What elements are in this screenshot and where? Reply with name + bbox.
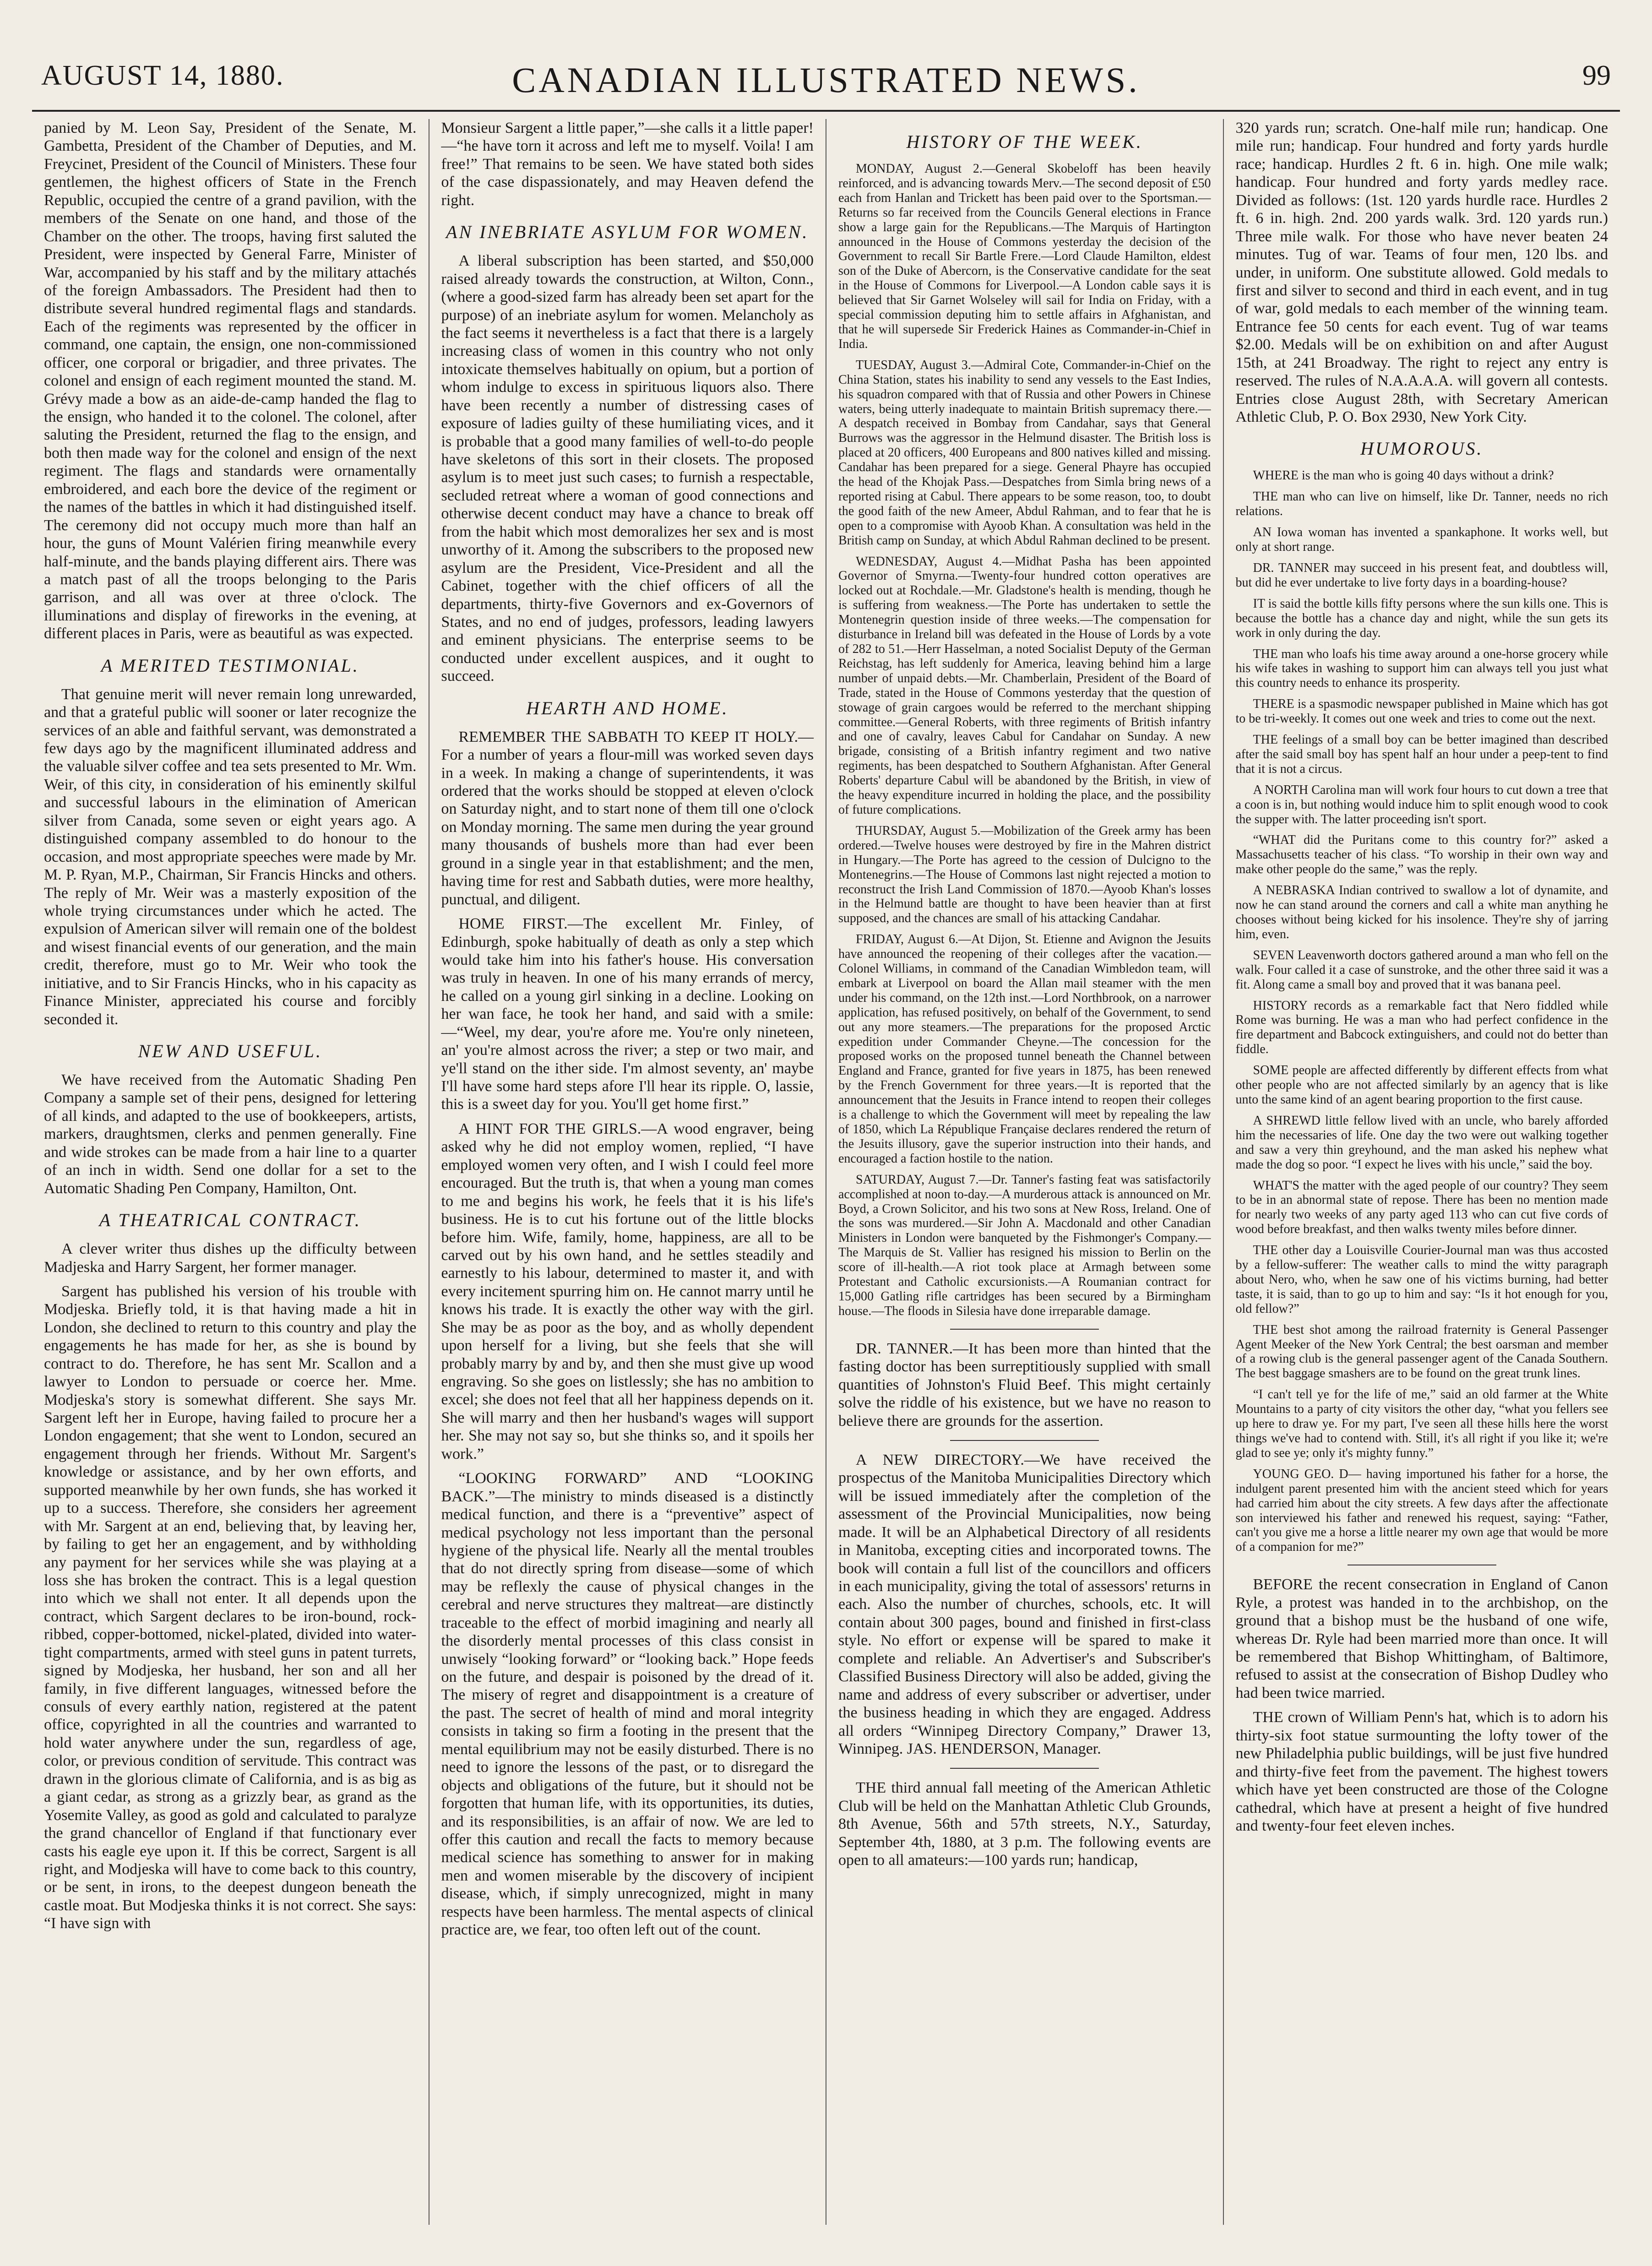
issue-date: AUGUST 14, 1880. [41,60,284,91]
paragraph: WHERE is the man who is going 40 days without a drink? [1253,468,1554,483]
page-number: 99 [1582,60,1611,91]
paragraph: WHAT'S the matter with the aged people of our country? They seem to be in an abnormal state of repose. There has been no mention made for nearly two weeks of any party aged 113 who can cut five cords of wood before breakfast, and then walks twenty miles before dinner. [1235,1178,1608,1237]
paragraph: panied by M. Leon Say, President of the Senate, M. Gambetta, President of the Chamber of Deputies, and M. Freycinet, President of the Council of Ministers. These four gentlemen, the highest officers of State in the French Republic, occupied the centre of a grand pavilion, with the members of the Senate on one hand, and those of the Chamber on the other. The troops, having first saluted the President, were inspected by General Farre, Minister of War, accompanied by his staff and by the military attachés of the foreign Ambassadors. The President had then to distribute several hundred regimental flags and standards. Each of the regiments was represented by the officer in command, one captain, the ensign, one non-commissioned officer, one corporal or brigadier, and three privates. The colonel and ensign of each regiment mounted the stand. M. Grévy made a bow as an aide-de-camp handed the flag to the ensign, who handed it to the colonel. The colonel, after saluting the President, returned the flag to the ensign, and both then made way for the colonel and ensign of the next regiment. The flags and standards were ornamentally embroidered, and each bore the device of the regiment or the names of the battles in which it had distinguished itself. The ceremony did not occupy much more than half an hour, the guns of Mount Valérien firing meanwhile every half-minute, and the bands playing different airs. There was a match past of all the troops belonging to the Paris garrison, and all was over at three o'clock. The illuminations and display of fireworks in the evening, at different places in Paris, were as beautiful as was expected. [44,120,417,642]
paragraph: FRIDAY, August 6.—At Dijon, St. Etienne and Avignon the Jesuits have announced the reopening of their colleges after the vacation.—Colonel Williams, in command of the Canadian Wimbledon team, will embark at Liverpool on board the Allan mail steamer with the men under his command, on the 12th inst.—Lord Northbrook, on a narrower application, has refused positively, on behalf of the Government, to send out any more steamers.—The preparations for the proposed Arctic expedition under Commander Cheyne.—The concession for the proposed works on the proposed tunnel beneath the Channel between England and France, granted for five years in 1875, has been renewed by the French Government for three years.—It is reported that the announcement that the Jesuits in France intend to reopen their colleges is a challenge to which the Government will meet by repealing the law of 1850, which La République Française declares rendered the return of the Jesuits illusory, gave the superior instruction into their hands, and encouraged a faction hostile to the nation. [838,932,1211,1166]
paragraph: HISTORY records as a remarkable fact that Nero fiddled while Rome was burning. He was a man who had perfect confidence in the fire department and Babcock extinguishers, and could not do better than fiddle. [1235,998,1608,1057]
publication-title: CANADIAN ILLUSTRATED NEWS. [512,60,1140,100]
paragraph: A SHREWD little fellow lived with an uncle, who barely afforded him the necessaries of life. One day the two were out walking together and saw a very thin greyhound, and the man asked his nephew what made the dog so poor. “I expect he lives with his uncle,” said the boy. [1235,1113,1608,1172]
paragraph: DR. TANNER may succeed in his present feat, and doubtless will, but did he ever undertake to live forty days in a boarding-house? [1235,560,1608,590]
section-heading: NEW AND USEFUL. [138,1041,323,1061]
section-heading: HUMOROUS. [1360,438,1484,459]
paragraph: SOME people are affected differently by different effects from what other people who are not affected similarly by an agency that is like unto the same kind of an agent bearing proportion to the first cause. [1235,1063,1608,1107]
paragraph: THE crown of William Penn's hat, which is to adorn his thirty-six foot statue surmounting the lofty tower of the new Philadelphia public buildings, will be just five hundred and thirty-five feet from the pavement. The highest towers which have yet been constructed are those of the Cologne cathedral, which have at present a height of five hundred and twenty-four feet eleven inches. [1235,1709,1608,1834]
column-1 [32,119,429,2225]
paragraph: 320 yards run; scratch. One-half mile run; handicap. One mile run; handicap. Four hundred and forty yards hurdle race; handicap. Hurdles 2 ft. 6 in. high. One mile walk; handicap. Four hundred and forty yards medley race. Divided as follows: (1st. 120 yards hurdle race. Hurdles 2 ft. 6 in. high. 2nd. 200 yards walk. 3rd. 120 yards run.) Three mile walk. For those who have never beaten 24 minutes. Tug of war. Teams of four men, 120 lbs. and under, in uniform. One substitute allowed. Gold medals to first and silver to second and third in each event, and in tug of war, gold medals to each member of the winning team. Entrance fee 50 cents for each event. Tug of war teams $2.00. Medals will be on exhibition on and after August 15th, at 241 Broadway. The right to reject any entry is reserved. The rules of N.A.A.A.A. will govern all contests. Entries close August 28th, with Secretary American Athletic Club, P. O. Box 2930, New York City. [1235,120,1608,425]
paragraph: A NEBRASKA Indian contrived to swallow a lot of dynamite, and now he can stand around the corners and call a white man anything he chooses without being kicked for his insolence. They're shy of jarring him, even. [1235,883,1608,941]
paragraph: A NEW DIRECTORY.—We have received the prospectus of the Manitoba Municipalities Directory which will be issued immediately after the completion of the assessment of the Provincial Municipalities, now being made. It will be an Alphabetical Directory of all residents in Manitoba, excepting cities and incorporated towns. The book will contain a full list of the councillors and officers in each municipality, giving the total of assessors' returns in each. Also the number of churches, schools, etc. It will contain about 300 pages, bound and finished in first-class style. No effort or expense will be spared to make it complete and reliable. An Advertiser's and Subscriber's Classified Business Directory will also be added, giving the name and address of every subscriber or advertiser, under the business heading in which they are engaged. Address all orders “Winnipeg Directory Company,” Drawer 13, Winnipeg. JAS. HENDERSON, Manager. [838,1451,1211,1757]
paragraph: AN Iowa woman has invented a spankaphone. It works well, but only at short range. [1235,525,1608,554]
section-heading: A THEATRICAL CONTRACT. [99,1210,361,1231]
paragraph: IT is said the bottle kills fifty persons where the sun kills one. This is because the bottle has a chance day and night, while the sun gets its work in only during the day. [1235,596,1608,640]
paragraph: THE feelings of a small boy can be better imagined than described after the said small boy has spent half an hour under a peep-tent to find that it is not a circus. [1235,733,1608,776]
paragraph: THE man who loafs his time away around a one-horse grocery while his wife takes in washing to support him can always tell you just what this country needs to enhance its prosperity. [1235,647,1608,690]
paragraph: A HINT FOR THE GIRLS.—A wood engraver, being asked why he did not employ women, replied, “I have employed women very often, and I wish I could feel more encouraged. But the truth is, that when a young man comes to me and begins his work, he feels that it is his life's business. He is to cut his fortune out of the little blocks before him. Wife, family, home, happiness, are all to be carved out by his own hand, and he settles steadily and earnestly to his labour, determined to master it, and with every incitement spurring him on. He cannot marry until he knows his trade. It is exactly the other way with the girl. She may be as poor as the boy, and as wholly dependent upon herself for a living, but she feels that she will probably marry by and by, and then she must give up wood engraving. So she goes on listlessly; she has no ambition to excel; she does not feel that all her happiness depends on it. She will marry and then her husband's wages will support her. She may not say so, but she thinks so, and it spoils her work.” [441,1120,814,1462]
paragraph: That genuine merit will never remain long unrewarded, and that a grateful public will sooner or later recognize the services of an able and faithful servant, was demonstrated a few days ago by the magnificent illuminated address and the valuable silver coffee and tea sets presented to Mr. Wm. Weir, of this city, in consideration of his eminently skilful and successful labours in the elimination of American silver from Canada, some seven or eight years ago. A distinguished company assembled to do honour to the occasion, and most appropriate speeches were made by Mr. M. P. Ryan, M.P., Chairman, Sir Francis Hincks and others. The reply of Mr. Weir was a masterly exposition of the whole trying circumstances under which he acted. The expulsion of American silver will remain one of the boldest and wisest financial events of our generation, and the main credit, therefore, must go to Mr. Weir who took the initiative, and to Sir Francis Hincks, who in his capacity as Finance Minister, appreciated his course and forcibly seconded it. [44,685,417,1028]
paragraph: THE other day a Louisville Courier-Journal man was thus accosted by a fellow-sufferer: The weather calls to mind the witty paragraph about Nero, who, when he saw one of his victims burning, had better taste, it is said, than to go up to him and say: “Is it hot enough for you, old fellow?” [1235,1243,1608,1316]
paragraph: “I can't tell ye for the life of me,” said an old farmer at the White Mountains to a party of city visitors the other day, “what you fellers see up here to draw ye. For my part, I've seen all these hills here the worst things we've had to contend with. Still, it's all right if you like it; we're glad to see ye; only it's mighty funny.” [1235,1387,1608,1460]
paragraph: THE best shot among the railroad fraternity is General Passenger Agent Meeker of the New York Central; the best oarsman and member of a rowing club is the general passenger agent of the Canada Southern. The best baggage smashers are to be found on the great trunk lines. [1235,1322,1608,1381]
paragraph: SATURDAY, August 7.—Dr. Tanner's fasting feat was satisfactorily accomplished at noon to-day.—A murderous attack is announced on Mr. Boyd, a Crown Solicitor, and his two sons at New Ross, Ireland. One of the sons was murdered.—Sir John A. Macdonald and other Canadian Ministers in London were banqueted by the Fishmonger's Company.—The Marquis de St. Vallier has resigned his mission to Berlin on the score of ill-health.—A riot took place at Armagh between some Protestant and Catholic excursionists.—A Roumanian contract for 15,000 Gatling rifle cartridges has been secured by a Birmingham house.—The floods in Silesia have done irreparable damage. [838,1172,1211,1318]
paragraph: TUESDAY, August 3.—Admiral Cote, Commander-in-Chief on the China Station, states his inability to send any vessels to the East Indies, his squadron compared with that of Russia and other Powers in Chinese waters, being utterly inadequate to maintain British supremacy there.—A despatch received in Bombay from Candahar, says that General Burrows was the aggressor in the Helmund disaster. The British loss is placed at 20 officers, 400 Europeans and 800 natives killed and missing. Candahar has been prepared for a siege. General Phayre has occupied the head of the Khojak Pass.—Despatches from Simla bring news of a reported rising at Cabul. There appears to be some reason, too, to doubt the good faith of the new Ameer, Abdul Rahman, and to fear that he is open to a compromise with Ayoob Khan. A consultation was held in the British camp on Sunday, at which Abdul Rahman declined to be present. [838,358,1211,548]
divider-rule [950,1440,1099,1441]
masthead [32,55,1620,112]
paragraph: WEDNESDAY, August 4.—Midhat Pasha has been appointed Governor of Smyrna.—Twenty-four hundred cotton operatives are locked out at Rochdale.—Mr. Gladstone's health is mending, though he is suffering from weakness.—The Porte has undertaken to settle the Montenegrin question inside of three weeks.—The compensation for disturbance in Ireland bill was defeated in the House of Lords by a vote of 282 to 51.—Herr Hasselman, a noted Socialist Deputy of the German Reichstag, has left suddenly for America, leaving behind him a large number of unpaid debts.—Mr. Chamberlain, President of the Board of Trade, stated in the House of Commons yesterday that the question of stowage of grain cargoes would be referred to the merchant shipping committee.—General Roberts, with three regiments of British infantry and one of cavalry, leaves Cabul for Candahar on Sunday. A new brigade, consisting of a British infantry regiment and two native regiments, has been despatched to Southern Afghanistan. After General Roberts' departure Cabul will be abandoned by the British, in view of the heavy expenditure incurred in holding the place, and the possibility of future complications. [838,554,1211,817]
paragraph: HOME FIRST.—The excellent Mr. Finley, of Edinburgh, spoke habitually of death as only a step which would take him into his father's house. His conversation was truly in heaven. In one of his many errands of mercy, he called on a young girl sinking in a decline. Looking on her wan face, he took her hand, and said with a smile:—“Weel, my dear, you're afore me. You're only nineteen, an' you're almost across the river; a step or two mair, and ye'll stand on the ither side. I'm almost seventy, an' maybe I'll have some hard steps afore I'll hear its ripple. O, lassie, this is a sweet day for you. You'll get home first.” [441,915,814,1113]
section-heading: AN INEBRIATE ASYLUM FOR WOMEN. [446,222,809,243]
column-3 [826,119,1223,2225]
paragraph: THE third annual fall meeting of the American Athletic Club will be held on the Manhattan Athletic Club Grounds, 8th Avenue, 56th and 57th streets, N.Y., Saturday, September 4th, 1880, at 3 p.m. The following events are open to all amateurs:—100 yards run; handicap, [838,1779,1211,1869]
paragraph: We have received from the Automatic Shading Pen Company a sample set of their pens, designed for lettering of all kinds, and adapted to the use of bookkeepers, artists, markers, draughtsmen, clerks and penmen generally. Fine and wide strokes can be made from a hair line to a quarter of an inch in width. Send one dollar for a set to the Automatic Shading Pen Company, Hamilton, Ont. [44,1071,417,1197]
paragraph: BEFORE the recent consecration in England of Canon Ryle, a protest was handed in to the archbishop, on the ground that a bishop must be the husband of one wife, whereas Dr. Ryle had been married more than once. It will be remembered that Bishop Whittingham, of Baltimore, refused to assist at the consecration of Bishop Dudley who had been twice married. [1235,1576,1608,1701]
paragraph: “WHAT did the Puritans come to this country for?” asked a Massachusetts teacher of his class. “To worship in their own way and make other people do the same,” was the reply. [1235,833,1608,877]
article-columns [32,119,1620,2225]
column-4 [1223,119,1620,2225]
section-heading: HISTORY OF THE WEEK. [906,131,1143,152]
paragraph: “LOOKING FORWARD” AND “LOOKING BACK.”—The ministry to minds diseased is a distinctly medical function, and there is a “preventive” aspect of medical psychology not less important than the personal hygiene of the physical life. Nearly all the mental troubles that do not directly spring from disease—some of which may be reflexly the cause of physical changes in the cerebral and nerve structures they maltreat—are distinctly traceable to the effect of morbid imagining and nearly all the disorderly mental processes of this class consist in unwisely “looking forward” or “looking back.” Hope feeds on the future, and despair is poisoned by the dread of it. The misery of regret and disappointment is a creature of the past. The secret of health of mind and moral integrity consists in taking so firm a footing in the present that the mental equilibrium may not be easily disturbed. There is no need to ignore the lessons of the past, or to disregard the objects and obligations of the future, but it should not be forgotten that human life, with its opportunities, its duties, and its responsibilities, is an affair of now. We are led to offer this caution and recall the facts to memory because medical science has something to answer for in making men and women miserable by the discovery of incipient disease, which, if simply unrecognized, might in many respects have been harmless. The mental aspects of clinical practice are, we fear, too often left out of the count. [441,1470,814,1939]
paragraph: THE man who can live on himself, like Dr. Tanner, needs no rich relations. [1235,489,1608,519]
paragraph: A clever writer thus dishes up the difficulty between Madjeska and Harry Sargent, her former manager. [44,1240,417,1276]
paragraph: A liberal subscription has been started, and $50,000 raised already towards the construction, at Wilton, Conn., (where a good-sized farm has already been set apart for the purpose) of an inebriate asylum for women. Melancholy as the fact seems it nevertheless is a fact that there is a largely increasing class of women in this country who not only intoxicate themselves habitually on opium, but a portion of whom indulge to excess in spirituous liquors also. There have been recently a number of distressing cases of exposure of ladies guilty of these humiliating vices, and it is probable that a good many families of well-to-do people have skeletons of this sort in their closets. The proposed asylum is to meet just such cases; to furnish a respectable, secluded retreat where a woman of good connections and otherwise decent conduct may have a chance to break off from the habit which most demoralizes her sex and is most unworthy of it. Among the subscribers to the proposed new asylum are the President, Vice-President and all the Cabinet, together with the chief officers of all the departments, thirty-five Governors and ex-Governors of States, and no end of judges, professors, leading lawyers and eminent physicians. The enterprise seems to be conducted under excellent auspices, and it ought to succeed. [441,252,814,685]
section-heading: HEARTH AND HOME. [526,697,729,718]
paragraph: REMEMBER THE SABBATH TO KEEP IT HOLY.—For a number of years a flour-mill was worked seven days in a week. In making a change of superintendents, it was ordered that the works should be stopped at eleven o'clock on Saturday night, and to start none of them till one o'clock on Monday morning. The same men during the year ground many thousands of bushels more than had ever been ground in a single year in that establishment; and the men, having time for rest and Sabbath duties, were more healthy, punctual, and diligent. [441,728,814,908]
paragraph: Monsieur Sargent a little paper,”—she calls it a little paper!—“he have torn it across and left me to myself. Voila! I am free!” That remains to be seen. We have stated both sides of the case dispassionately, and may Heaven defend the right. [441,120,814,209]
paragraph: THURSDAY, August 5.—Mobilization of the Greek army has been ordered.—Twelve houses were destroyed by fire in the Mahren district in Hungary.—The Porte has agreed to the cession of Dulcigno to the Montenegrins.—The House of Commons last night rejected a motion to reconstruct the Irish Land Commission of 1870.—Ayoob Khan's losses in the Helmund battle are thought to have been heavier than at first supposed, and the chances are small of his attacking Candahar. [838,823,1211,926]
paragraph: YOUNG GEO. D— having importuned his father for a horse, the indulgent parent presented him with the ancient steed which for years had carried him about the city streets. A few days after the affectionate son interviewed his father and renewed his request, saying: “Father, can't you give me a horse a little nearer my own age that would be more of a companion for me?” [1235,1467,1608,1554]
paragraph: MONDAY, August 2.—General Skobeloff has been heavily reinforced, and is advancing towards Merv.—The second deposit of £50 each from Hanlan and Trickett has been paid over to the Sportsman.—Returns so far received from the Councils General elections in France show a large gain for the Republicans.—The Marquis of Hartington announced in the House of Commons yesterday the decision of the Government to recall Sir Bartle Frere.—Lord Claude Hamilton, eldest son of the Duke of Abercorn, is the Conservative candidate for the seat in the House of Commons for Liverpool.—A London cable says it is believed that Sir Garnet Wolseley will sail for India on Friday, with a special commission deputing him to settle affairs in Afghanistan, and that he will supersede Sir Frederick Haines as Commander-in-Chief in India. [838,162,1211,351]
paragraph: A NORTH Carolina man will work four hours to cut down a tree that a coon is in, but nothing would induce him to split enough wood to cook the supper with. The latter proceeding isn't sport. [1235,783,1608,826]
paragraph: SEVEN Leavenworth doctors gathered around a man who fell on the walk. Four called it a case of sunstroke, and the other three said it was a fit. Along came a small boy and proved that it was banana peel. [1235,948,1608,992]
paragraph: THERE is a spasmodic newspaper published in Maine which has got to be tri-weekly. It comes out one week and tries to come out the next. [1235,697,1608,726]
divider-rule [950,1768,1099,1769]
paragraph: Sargent has published his version of his trouble with Modjeska. Briefly told, it is that having made a hit in London, she declined to return to this country and play the engagements he has made for her, as she is bound by contract to do. Therefore, he has sent Mr. Scallon and a lawyer to London to persuade or coerce her. Mme. Modjeska's story is somewhat different. She says Mr. Sargent left her in Europe, having failed to procure her a London engagement; that she went to London, secured an engagement through her friends. Without Mr. Sargent's knowledge or assistance, and by her own efforts, and supported meanwhile by her own funds, she has worked it up to a success. Therefore, she considers her agreement with Mr. Sargent at an end, believing that, by leaving her, by failing to get her an engagement, and by withholding any payment for her services while she was playing at a loss she has broken the contract. This is a legal question into which we shall not enter. It all depends upon the contract, which Sargent declares to be iron-bound, rock-ribbed, copper-bottomed, nickel-plated, divided into water-tight compartments, armed with steel guns in patent turrets, signed by Modjeska, her husband, her son and all her family, in five different languages, witnessed before the consuls of every earthly nation, registered at the patent office, copyrighted in all the countries and warranted to hold water anywhere under the sun, regardless of age, color, or previous condition of servitude. This contract was drawn in the glorious climate of California, and is as big as a giant cedar, as strong as a grizzly bear, as grand as the Yosemite Valley, as good as gold and calculated to paralyze the grand chancellor of England if that functionary ever casts his eagle eye upon it. If this be correct, Sargent is all right, and Modjeska will have to come back to this country, or be sent, in irons, to the deepest dungeon beneath the castle moat. But Modjeska thinks it is not correct. She says: “I have sign with [44,1282,417,1932]
section-heading: A MERITED TESTIMONIAL. [101,655,359,676]
divider-rule [950,1329,1099,1330]
paragraph: DR. TANNER.—It has been more than hinted that the fasting doctor has been surreptitiously supplied with small quantities of Johnston's Fluid Beef. This might certainly solve the riddle of his existence, but we have no reason to believe there are grounds for the assertion. [838,1340,1211,1429]
column-2 [429,119,826,2225]
